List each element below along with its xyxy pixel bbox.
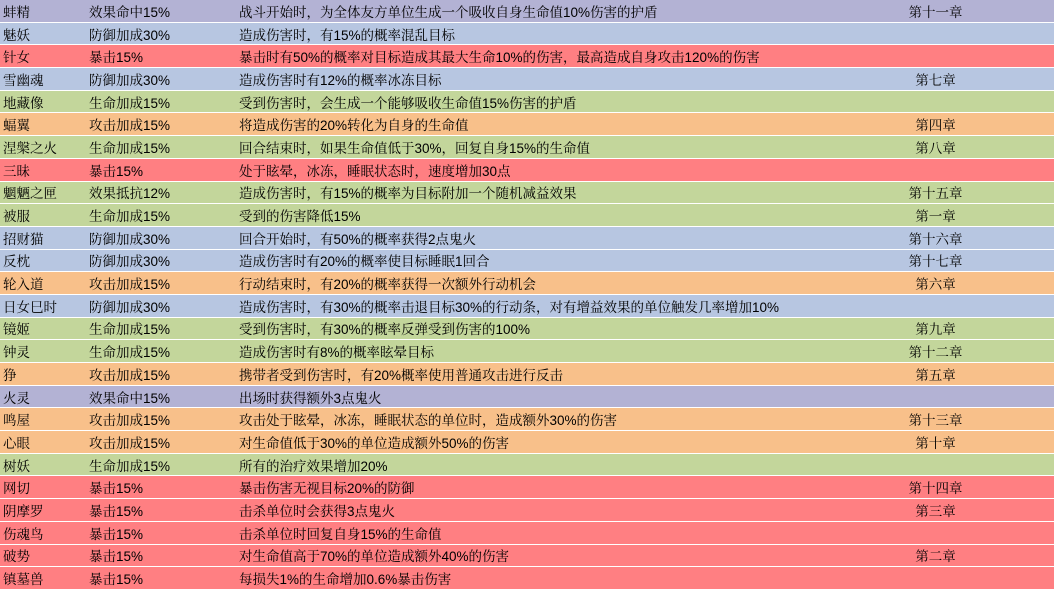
cell-name: 破势 — [0, 544, 86, 567]
cell-chapter — [816, 22, 1054, 45]
cell-stat: 生命加成15% — [86, 340, 236, 363]
table-row — [0, 476, 1054, 499]
cell-name: 蝠翼 — [0, 113, 86, 136]
cell-name: 阴摩罗 — [0, 499, 86, 522]
table-row — [0, 272, 1054, 295]
cell-chapter: 第十章 — [816, 431, 1054, 454]
cell-description: 暴击时有50%的概率对目标造成其最大生命10%的伤害，最高造成自身攻击120%的伤害 — [236, 45, 816, 68]
cell-chapter: 第三章 — [816, 499, 1054, 522]
cell-chapter: 第二章 — [816, 544, 1054, 567]
cell-stat: 暴击15% — [86, 158, 236, 181]
cell-stat: 防御加成30% — [86, 22, 236, 45]
cell-description: 携带者受到伤害时，有20%概率使用普通攻击进行反击 — [236, 363, 816, 386]
cell-stat: 攻击加成15% — [86, 113, 236, 136]
cell-chapter: 第十四章 — [816, 476, 1054, 499]
cell-stat: 防御加成30% — [86, 68, 236, 91]
cell-description: 受到的伤害降低15% — [236, 204, 816, 227]
cell-name: 镜姬 — [0, 317, 86, 340]
cell-description: 击杀单位时会获得3点鬼火 — [236, 499, 816, 522]
cell-name: 魍魉之匣 — [0, 181, 86, 204]
cell-stat: 防御加成30% — [86, 294, 236, 317]
cell-chapter — [816, 567, 1054, 590]
table-row — [0, 431, 1054, 454]
cell-description: 出场时获得额外3点鬼火 — [236, 385, 816, 408]
table-row — [0, 385, 1054, 408]
table-row — [0, 158, 1054, 181]
cell-chapter: 第五章 — [816, 363, 1054, 386]
cell-chapter — [816, 90, 1054, 113]
cell-name: 鸣屋 — [0, 408, 86, 431]
cell-description: 每损失1%的生命增加0.6%暴击伤害 — [236, 567, 816, 590]
table-row — [0, 249, 1054, 272]
cell-description: 造成伤害时，有15%的概率混乱目标 — [236, 22, 816, 45]
cell-name: 地藏像 — [0, 90, 86, 113]
cell-stat: 暴击15% — [86, 476, 236, 499]
cell-name: 心眼 — [0, 431, 86, 454]
cell-stat: 暴击15% — [86, 567, 236, 590]
cell-stat: 生命加成15% — [86, 90, 236, 113]
cell-stat: 防御加成30% — [86, 226, 236, 249]
table-row — [0, 22, 1054, 45]
cell-stat: 生命加成15% — [86, 136, 236, 159]
table-row — [0, 408, 1054, 431]
cell-name: 轮入道 — [0, 272, 86, 295]
cell-stat: 暴击15% — [86, 521, 236, 544]
cell-name: 日女巳时 — [0, 294, 86, 317]
cell-stat: 攻击加成15% — [86, 431, 236, 454]
cell-chapter: 第十一章 — [816, 0, 1054, 22]
cell-chapter — [816, 521, 1054, 544]
cell-name: 三昧 — [0, 158, 86, 181]
cell-name: 蚌精 — [0, 0, 86, 22]
cell-chapter: 第十二章 — [816, 340, 1054, 363]
cell-chapter — [816, 453, 1054, 476]
table-row — [0, 363, 1054, 386]
table-row — [0, 317, 1054, 340]
cell-stat: 生命加成15% — [86, 204, 236, 227]
table-row — [0, 294, 1054, 317]
cell-stat: 效果命中15% — [86, 385, 236, 408]
cell-chapter — [816, 385, 1054, 408]
cell-chapter — [816, 294, 1054, 317]
cell-chapter: 第十七章 — [816, 249, 1054, 272]
table-row — [0, 0, 1054, 22]
cell-description: 回合开始时，有50%的概率获得2点鬼火 — [236, 226, 816, 249]
table-row — [0, 136, 1054, 159]
cell-description: 暴击伤害无视目标20%的防御 — [236, 476, 816, 499]
cell-name: 狰 — [0, 363, 86, 386]
cell-description: 回合结束时，如果生命值低于30%，回复自身15%的生命值 — [236, 136, 816, 159]
cell-name: 针女 — [0, 45, 86, 68]
cell-description: 造成伤害时，有30%的概率击退目标30%的行动条，对有增益效果的单位触发几率增加10% — [236, 294, 816, 317]
table-row — [0, 113, 1054, 136]
cell-description: 受到伤害时，会生成一个能够吸收生命值15%伤害的护盾 — [236, 90, 816, 113]
cell-chapter: 第四章 — [816, 113, 1054, 136]
cell-description: 攻击处于眩晕，冰冻，睡眠状态的单位时，造成额外30%的伤害 — [236, 408, 816, 431]
cell-name: 火灵 — [0, 385, 86, 408]
cell-description: 处于眩晕，冰冻，睡眠状态时，速度增加30点 — [236, 158, 816, 181]
cell-name: 伤魂鸟 — [0, 521, 86, 544]
table-row — [0, 45, 1054, 68]
cell-name: 被服 — [0, 204, 86, 227]
cell-description: 造成伤害时有8%的概率眩晕目标 — [236, 340, 816, 363]
cell-name: 涅槃之火 — [0, 136, 86, 159]
cell-description: 对生命值低于30%的单位造成额外50%的伤害 — [236, 431, 816, 454]
cell-description: 击杀单位时回复自身15%的生命值 — [236, 521, 816, 544]
cell-description: 对生命值高于70%的单位造成额外40%的伤害 — [236, 544, 816, 567]
cell-stat: 暴击15% — [86, 45, 236, 68]
table-row — [0, 521, 1054, 544]
cell-description: 行动结束时，有20%的概率获得一次额外行动机会 — [236, 272, 816, 295]
cell-name: 魅妖 — [0, 22, 86, 45]
cell-chapter: 第十三章 — [816, 408, 1054, 431]
cell-name: 树妖 — [0, 453, 86, 476]
cell-stat: 防御加成30% — [86, 249, 236, 272]
cell-stat: 暴击15% — [86, 499, 236, 522]
cell-chapter: 第一章 — [816, 204, 1054, 227]
cell-chapter: 第十六章 — [816, 226, 1054, 249]
cell-description: 造成伤害时，有15%的概率为目标附加一个随机减益效果 — [236, 181, 816, 204]
table-row — [0, 567, 1054, 590]
cell-chapter — [816, 45, 1054, 68]
cell-description: 造成伤害时有20%的概率使目标睡眠1回合 — [236, 249, 816, 272]
cell-name: 雪幽魂 — [0, 68, 86, 91]
cell-name: 反枕 — [0, 249, 86, 272]
cell-stat: 生命加成15% — [86, 453, 236, 476]
cell-chapter: 第九章 — [816, 317, 1054, 340]
table-row — [0, 226, 1054, 249]
table-row — [0, 68, 1054, 91]
cell-chapter: 第八章 — [816, 136, 1054, 159]
cell-chapter: 第六章 — [816, 272, 1054, 295]
cell-description: 所有的治疗效果增加20% — [236, 453, 816, 476]
table-row — [0, 204, 1054, 227]
table-row — [0, 453, 1054, 476]
table-row — [0, 340, 1054, 363]
table-row — [0, 544, 1054, 567]
cell-chapter: 第七章 — [816, 68, 1054, 91]
table-row — [0, 499, 1054, 522]
cell-stat: 攻击加成15% — [86, 363, 236, 386]
cell-name: 招财猫 — [0, 226, 86, 249]
cell-description: 战斗开始时，为全体友方单位生成一个吸收自身生命值10%伤害的护盾 — [236, 0, 816, 22]
table-row — [0, 90, 1054, 113]
table-row — [0, 181, 1054, 204]
cell-stat: 生命加成15% — [86, 317, 236, 340]
cell-stat: 效果抵抗12% — [86, 181, 236, 204]
cell-name: 网切 — [0, 476, 86, 499]
cell-description: 受到伤害时，有30%的概率反弹受到伤害的100% — [236, 317, 816, 340]
cell-description: 造成伤害时有12%的概率冰冻目标 — [236, 68, 816, 91]
cell-stat: 暴击15% — [86, 544, 236, 567]
cell-name: 钟灵 — [0, 340, 86, 363]
cell-chapter: 第十五章 — [816, 181, 1054, 204]
cell-stat: 效果命中15% — [86, 0, 236, 22]
cell-stat: 攻击加成15% — [86, 272, 236, 295]
cell-name: 镇墓兽 — [0, 567, 86, 590]
cell-chapter — [816, 158, 1054, 181]
cell-description: 将造成伤害的20%转化为自身的生命值 — [236, 113, 816, 136]
cell-stat: 攻击加成15% — [86, 408, 236, 431]
